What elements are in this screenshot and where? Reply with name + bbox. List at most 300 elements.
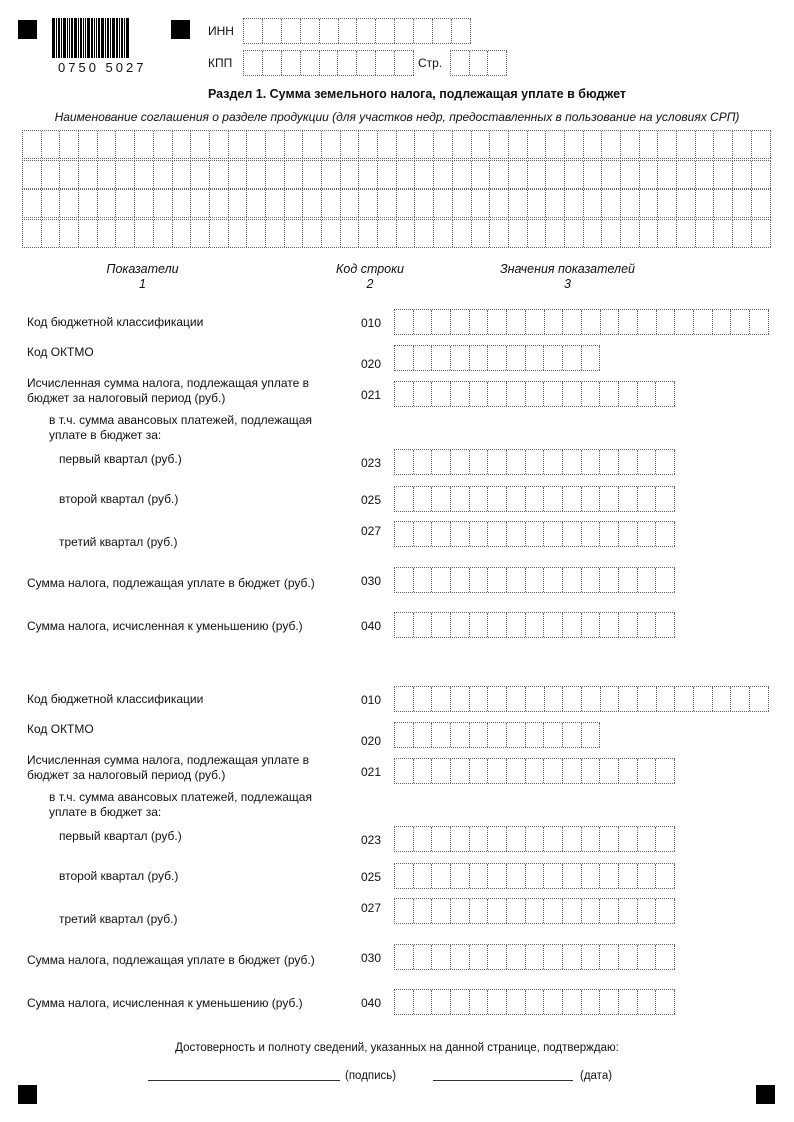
char-cell[interactable]: [154, 190, 173, 217]
char-cell[interactable]: [23, 220, 42, 247]
char-cell[interactable]: [656, 759, 675, 783]
char-cell[interactable]: [507, 522, 526, 546]
char-cell[interactable]: [322, 190, 341, 217]
char-cell[interactable]: [359, 161, 378, 188]
char-cell[interactable]: [713, 687, 732, 711]
char-cell[interactable]: [470, 990, 489, 1014]
char-cell[interactable]: [339, 19, 358, 43]
char-cell[interactable]: [563, 382, 582, 406]
char-cell[interactable]: [376, 19, 395, 43]
char-cell[interactable]: [750, 687, 769, 711]
char-cell[interactable]: [116, 161, 135, 188]
char-cell[interactable]: [135, 131, 154, 158]
char-cell[interactable]: [60, 161, 79, 188]
char-cell[interactable]: [395, 487, 414, 511]
char-cell[interactable]: [507, 827, 526, 851]
line-030-input[interactable]: [394, 944, 675, 970]
char-cell[interactable]: [600, 827, 619, 851]
char-cell[interactable]: [544, 346, 563, 370]
char-cell[interactable]: [733, 161, 752, 188]
char-cell[interactable]: [60, 220, 79, 247]
char-cell[interactable]: [619, 382, 638, 406]
char-cell[interactable]: [507, 382, 526, 406]
char-cell[interactable]: [656, 613, 675, 637]
char-cell[interactable]: [320, 19, 339, 43]
char-cell[interactable]: [750, 310, 769, 334]
char-cell[interactable]: [638, 310, 657, 334]
char-cell[interactable]: [341, 131, 360, 158]
char-cell[interactable]: [395, 945, 414, 969]
char-cell[interactable]: [285, 161, 304, 188]
char-cell[interactable]: [656, 487, 675, 511]
agreement-row[interactable]: [22, 219, 771, 248]
char-cell[interactable]: [544, 450, 563, 474]
char-cell[interactable]: [359, 220, 378, 247]
char-cell[interactable]: [526, 450, 545, 474]
line-020-input[interactable]: [394, 722, 600, 748]
char-cell[interactable]: [488, 382, 507, 406]
char-cell[interactable]: [544, 723, 563, 747]
char-cell[interactable]: [584, 190, 603, 217]
char-cell[interactable]: [582, 450, 601, 474]
char-cell[interactable]: [488, 899, 507, 923]
char-cell[interactable]: [173, 131, 192, 158]
char-cell[interactable]: [395, 346, 414, 370]
char-cell[interactable]: [582, 899, 601, 923]
char-cell[interactable]: [563, 310, 582, 334]
char-cell[interactable]: [266, 131, 285, 158]
char-cell[interactable]: [322, 131, 341, 158]
char-cell[interactable]: [638, 827, 657, 851]
char-cell[interactable]: [490, 190, 509, 217]
char-cell[interactable]: [582, 827, 601, 851]
char-cell[interactable]: [619, 827, 638, 851]
char-cell[interactable]: [619, 864, 638, 888]
char-cell[interactable]: [320, 51, 339, 75]
char-cell[interactable]: [656, 568, 675, 592]
char-cell[interactable]: [322, 161, 341, 188]
char-cell[interactable]: [395, 723, 414, 747]
char-cell[interactable]: [582, 382, 601, 406]
char-cell[interactable]: [453, 220, 472, 247]
char-cell[interactable]: [544, 613, 563, 637]
char-cell[interactable]: [619, 310, 638, 334]
char-cell[interactable]: [414, 450, 433, 474]
char-cell[interactable]: [432, 687, 451, 711]
char-cell[interactable]: [621, 131, 640, 158]
char-cell[interactable]: [395, 310, 414, 334]
char-cell[interactable]: [285, 220, 304, 247]
char-cell[interactable]: [619, 450, 638, 474]
char-cell[interactable]: [584, 131, 603, 158]
char-cell[interactable]: [451, 613, 470, 637]
char-cell[interactable]: [656, 899, 675, 923]
char-cell[interactable]: [42, 131, 61, 158]
char-cell[interactable]: [244, 51, 263, 75]
char-cell[interactable]: [432, 487, 451, 511]
line-023-input[interactable]: [394, 449, 675, 475]
char-cell[interactable]: [582, 687, 601, 711]
char-cell[interactable]: [640, 161, 659, 188]
char-cell[interactable]: [451, 51, 470, 75]
char-cell[interactable]: [507, 945, 526, 969]
char-cell[interactable]: [657, 687, 676, 711]
char-cell[interactable]: [656, 864, 675, 888]
char-cell[interactable]: [601, 310, 620, 334]
char-cell[interactable]: [173, 220, 192, 247]
char-cell[interactable]: [414, 864, 433, 888]
char-cell[interactable]: [432, 759, 451, 783]
char-cell[interactable]: [752, 190, 771, 217]
char-cell[interactable]: [490, 131, 509, 158]
char-cell[interactable]: [546, 220, 565, 247]
char-cell[interactable]: [414, 382, 433, 406]
char-cell[interactable]: [582, 568, 601, 592]
char-cell[interactable]: [414, 990, 433, 1014]
char-cell[interactable]: [563, 759, 582, 783]
line-027-input[interactable]: [394, 521, 675, 547]
char-cell[interactable]: [414, 568, 433, 592]
char-cell[interactable]: [434, 220, 453, 247]
inn-input[interactable]: [243, 18, 471, 44]
char-cell[interactable]: [451, 382, 470, 406]
char-cell[interactable]: [640, 131, 659, 158]
char-cell[interactable]: [733, 131, 752, 158]
char-cell[interactable]: [528, 161, 547, 188]
char-cell[interactable]: [451, 759, 470, 783]
char-cell[interactable]: [397, 220, 416, 247]
char-cell[interactable]: [79, 131, 98, 158]
char-cell[interactable]: [509, 190, 528, 217]
char-cell[interactable]: [658, 131, 677, 158]
char-cell[interactable]: [42, 220, 61, 247]
char-cell[interactable]: [546, 190, 565, 217]
char-cell[interactable]: [638, 450, 657, 474]
char-cell[interactable]: [285, 131, 304, 158]
char-cell[interactable]: [584, 220, 603, 247]
char-cell[interactable]: [544, 522, 563, 546]
line-010-input[interactable]: [394, 686, 769, 712]
char-cell[interactable]: [395, 382, 414, 406]
char-cell[interactable]: [98, 190, 117, 217]
char-cell[interactable]: [507, 899, 526, 923]
char-cell[interactable]: [395, 613, 414, 637]
char-cell[interactable]: [229, 220, 248, 247]
char-cell[interactable]: [191, 220, 210, 247]
char-cell[interactable]: [714, 161, 733, 188]
char-cell[interactable]: [582, 613, 601, 637]
char-cell[interactable]: [488, 613, 507, 637]
char-cell[interactable]: [266, 190, 285, 217]
char-cell[interactable]: [432, 450, 451, 474]
char-cell[interactable]: [694, 310, 713, 334]
char-cell[interactable]: [432, 382, 451, 406]
char-cell[interactable]: [507, 723, 526, 747]
char-cell[interactable]: [451, 346, 470, 370]
char-cell[interactable]: [210, 220, 229, 247]
char-cell[interactable]: [544, 990, 563, 1014]
char-cell[interactable]: [282, 51, 301, 75]
char-cell[interactable]: [638, 759, 657, 783]
char-cell[interactable]: [395, 51, 414, 75]
char-cell[interactable]: [563, 568, 582, 592]
char-cell[interactable]: [470, 51, 489, 75]
agreement-row[interactable]: [22, 189, 771, 218]
char-cell[interactable]: [395, 568, 414, 592]
char-cell[interactable]: [301, 19, 320, 43]
char-cell[interactable]: [359, 131, 378, 158]
char-cell[interactable]: [526, 723, 545, 747]
char-cell[interactable]: [23, 190, 42, 217]
char-cell[interactable]: [451, 310, 470, 334]
char-cell[interactable]: [675, 687, 694, 711]
char-cell[interactable]: [528, 220, 547, 247]
char-cell[interactable]: [229, 131, 248, 158]
char-cell[interactable]: [191, 190, 210, 217]
char-cell[interactable]: [470, 945, 489, 969]
char-cell[interactable]: [600, 450, 619, 474]
char-cell[interactable]: [733, 190, 752, 217]
line-025-input[interactable]: [394, 863, 675, 889]
char-cell[interactable]: [638, 613, 657, 637]
char-cell[interactable]: [135, 190, 154, 217]
char-cell[interactable]: [638, 568, 657, 592]
char-cell[interactable]: [675, 310, 694, 334]
char-cell[interactable]: [526, 568, 545, 592]
char-cell[interactable]: [263, 19, 282, 43]
char-cell[interactable]: [414, 723, 433, 747]
char-cell[interactable]: [210, 190, 229, 217]
char-cell[interactable]: [621, 190, 640, 217]
line-027-input[interactable]: [394, 898, 675, 924]
char-cell[interactable]: [507, 487, 526, 511]
char-cell[interactable]: [414, 613, 433, 637]
char-cell[interactable]: [507, 687, 526, 711]
char-cell[interactable]: [488, 990, 507, 1014]
char-cell[interactable]: [526, 899, 545, 923]
line-040-input[interactable]: [394, 989, 675, 1015]
char-cell[interactable]: [266, 220, 285, 247]
char-cell[interactable]: [301, 51, 320, 75]
char-cell[interactable]: [507, 346, 526, 370]
char-cell[interactable]: [395, 899, 414, 923]
char-cell[interactable]: [135, 161, 154, 188]
char-cell[interactable]: [488, 568, 507, 592]
kpp-input[interactable]: [243, 50, 414, 76]
char-cell[interactable]: [544, 864, 563, 888]
char-cell[interactable]: [432, 864, 451, 888]
char-cell[interactable]: [285, 190, 304, 217]
char-cell[interactable]: [451, 827, 470, 851]
char-cell[interactable]: [600, 568, 619, 592]
char-cell[interactable]: [488, 759, 507, 783]
char-cell[interactable]: [563, 827, 582, 851]
char-cell[interactable]: [23, 161, 42, 188]
char-cell[interactable]: [247, 190, 266, 217]
char-cell[interactable]: [563, 990, 582, 1014]
char-cell[interactable]: [432, 346, 451, 370]
char-cell[interactable]: [210, 161, 229, 188]
char-cell[interactable]: [638, 487, 657, 511]
signature-line[interactable]: [148, 1080, 340, 1081]
char-cell[interactable]: [638, 990, 657, 1014]
char-cell[interactable]: [434, 131, 453, 158]
char-cell[interactable]: [395, 687, 414, 711]
char-cell[interactable]: [395, 990, 414, 1014]
line-030-input[interactable]: [394, 567, 675, 593]
date-line[interactable]: [433, 1080, 573, 1081]
char-cell[interactable]: [432, 990, 451, 1014]
char-cell[interactable]: [546, 131, 565, 158]
char-cell[interactable]: [154, 131, 173, 158]
char-cell[interactable]: [79, 190, 98, 217]
char-cell[interactable]: [472, 190, 491, 217]
line-023-input[interactable]: [394, 826, 675, 852]
char-cell[interactable]: [395, 450, 414, 474]
char-cell[interactable]: [488, 346, 507, 370]
char-cell[interactable]: [414, 759, 433, 783]
char-cell[interactable]: [415, 161, 434, 188]
char-cell[interactable]: [451, 945, 470, 969]
char-cell[interactable]: [395, 759, 414, 783]
char-cell[interactable]: [563, 899, 582, 923]
char-cell[interactable]: [470, 522, 489, 546]
char-cell[interactable]: [752, 161, 771, 188]
char-cell[interactable]: [731, 687, 750, 711]
char-cell[interactable]: [359, 190, 378, 217]
char-cell[interactable]: [563, 723, 582, 747]
char-cell[interactable]: [451, 687, 470, 711]
char-cell[interactable]: [526, 487, 545, 511]
char-cell[interactable]: [638, 687, 657, 711]
char-cell[interactable]: [584, 161, 603, 188]
char-cell[interactable]: [582, 990, 601, 1014]
char-cell[interactable]: [621, 161, 640, 188]
char-cell[interactable]: [23, 131, 42, 158]
char-cell[interactable]: [395, 522, 414, 546]
char-cell[interactable]: [563, 522, 582, 546]
char-cell[interactable]: [602, 161, 621, 188]
line-010-input[interactable]: [394, 309, 769, 335]
char-cell[interactable]: [432, 723, 451, 747]
agreement-row[interactable]: [22, 130, 771, 159]
char-cell[interactable]: [582, 310, 601, 334]
char-cell[interactable]: [472, 220, 491, 247]
char-cell[interactable]: [432, 827, 451, 851]
char-cell[interactable]: [395, 864, 414, 888]
char-cell[interactable]: [714, 190, 733, 217]
char-cell[interactable]: [507, 568, 526, 592]
char-cell[interactable]: [376, 51, 395, 75]
char-cell[interactable]: [451, 487, 470, 511]
char-cell[interactable]: [357, 51, 376, 75]
char-cell[interactable]: [619, 759, 638, 783]
char-cell[interactable]: [507, 990, 526, 1014]
line-025-input[interactable]: [394, 486, 675, 512]
char-cell[interactable]: [247, 131, 266, 158]
char-cell[interactable]: [677, 131, 696, 158]
char-cell[interactable]: [247, 220, 266, 247]
char-cell[interactable]: [528, 190, 547, 217]
char-cell[interactable]: [60, 131, 79, 158]
char-cell[interactable]: [42, 190, 61, 217]
char-cell[interactable]: [470, 487, 489, 511]
char-cell[interactable]: [98, 220, 117, 247]
char-cell[interactable]: [600, 990, 619, 1014]
char-cell[interactable]: [470, 759, 489, 783]
char-cell[interactable]: [488, 487, 507, 511]
char-cell[interactable]: [414, 522, 433, 546]
char-cell[interactable]: [565, 220, 584, 247]
char-cell[interactable]: [453, 190, 472, 217]
char-cell[interactable]: [600, 864, 619, 888]
char-cell[interactable]: [507, 613, 526, 637]
char-cell[interactable]: [656, 990, 675, 1014]
char-cell[interactable]: [563, 864, 582, 888]
char-cell[interactable]: [357, 19, 376, 43]
line-021-input[interactable]: [394, 381, 675, 407]
char-cell[interactable]: [563, 346, 582, 370]
char-cell[interactable]: [656, 945, 675, 969]
char-cell[interactable]: [303, 131, 322, 158]
char-cell[interactable]: [713, 310, 732, 334]
char-cell[interactable]: [600, 945, 619, 969]
agreement-row[interactable]: [22, 160, 771, 189]
char-cell[interactable]: [677, 161, 696, 188]
char-cell[interactable]: [470, 450, 489, 474]
char-cell[interactable]: [378, 220, 397, 247]
char-cell[interactable]: [79, 161, 98, 188]
char-cell[interactable]: [526, 522, 545, 546]
char-cell[interactable]: [545, 310, 564, 334]
char-cell[interactable]: [602, 190, 621, 217]
char-cell[interactable]: [98, 131, 117, 158]
char-cell[interactable]: [154, 161, 173, 188]
char-cell[interactable]: [582, 522, 601, 546]
char-cell[interactable]: [414, 346, 433, 370]
line-040-input[interactable]: [394, 612, 675, 638]
char-cell[interactable]: [229, 161, 248, 188]
char-cell[interactable]: [507, 759, 526, 783]
char-cell[interactable]: [694, 687, 713, 711]
char-cell[interactable]: [453, 161, 472, 188]
char-cell[interactable]: [526, 382, 545, 406]
char-cell[interactable]: [395, 19, 414, 43]
char-cell[interactable]: [638, 382, 657, 406]
char-cell[interactable]: [282, 19, 301, 43]
char-cell[interactable]: [470, 687, 489, 711]
char-cell[interactable]: [453, 131, 472, 158]
char-cell[interactable]: [397, 190, 416, 217]
char-cell[interactable]: [526, 759, 545, 783]
char-cell[interactable]: [490, 161, 509, 188]
page-number-input[interactable]: [450, 50, 507, 76]
char-cell[interactable]: [432, 899, 451, 923]
char-cell[interactable]: [303, 190, 322, 217]
char-cell[interactable]: [582, 945, 601, 969]
char-cell[interactable]: [619, 613, 638, 637]
char-cell[interactable]: [526, 687, 545, 711]
char-cell[interactable]: [60, 190, 79, 217]
char-cell[interactable]: [656, 382, 675, 406]
char-cell[interactable]: [303, 161, 322, 188]
char-cell[interactable]: [470, 346, 489, 370]
char-cell[interactable]: [640, 190, 659, 217]
char-cell[interactable]: [341, 190, 360, 217]
char-cell[interactable]: [395, 827, 414, 851]
char-cell[interactable]: [714, 220, 733, 247]
char-cell[interactable]: [656, 827, 675, 851]
